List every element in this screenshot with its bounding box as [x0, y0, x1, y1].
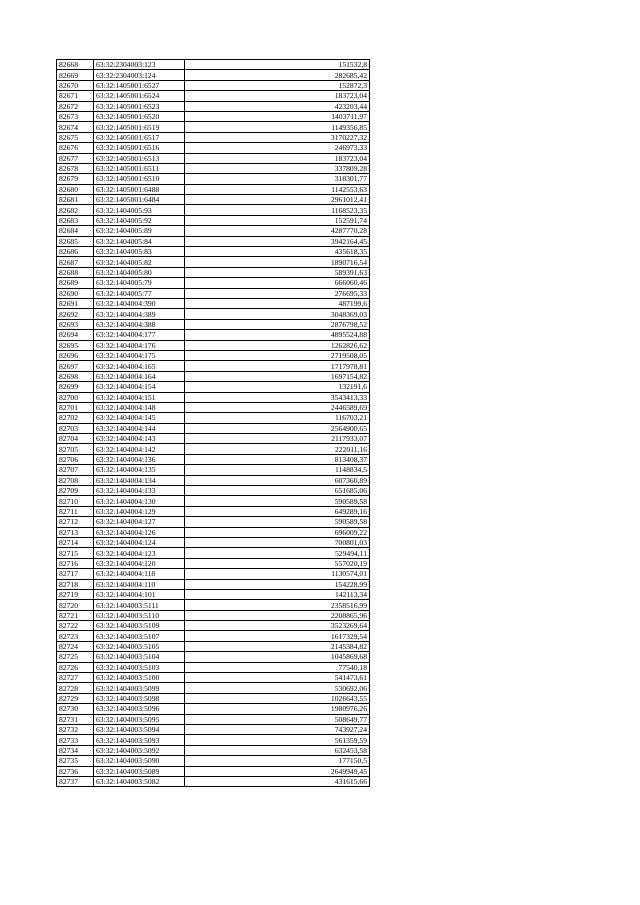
row-number-cell: 82727	[57, 673, 94, 683]
cadastral-value-cell: 3543413,33	[185, 392, 370, 402]
cadastral-number-cell: 63:32:1404004:151	[94, 392, 185, 402]
cadastral-value-cell: 3170227,32	[185, 132, 370, 142]
table-row	[57, 454, 370, 464]
row-number-cell: 82678	[57, 163, 94, 173]
row-number-cell: 82722	[57, 621, 94, 631]
cadastral-number-cell: 63:32:1404004:130	[94, 496, 185, 506]
cadastral-value-cell: 3048369,03	[185, 309, 370, 319]
row-number-cell: 82707	[57, 465, 94, 475]
row-number-cell: 82725	[57, 652, 94, 662]
cadastral-value-cell: 2961012,41	[185, 195, 370, 205]
cadastral-value-cell: 1168523,35	[185, 205, 370, 215]
cadastral-value-cell: 337809,28	[185, 163, 370, 173]
table-row	[57, 683, 370, 693]
table-row	[57, 589, 370, 599]
row-number-cell: 82679	[57, 174, 94, 184]
cadastral-value-table	[56, 59, 370, 787]
cadastral-number-cell: 63:32:1404004:126	[94, 527, 185, 537]
row-number-cell: 82708	[57, 475, 94, 485]
row-number-cell: 82701	[57, 402, 94, 412]
cadastral-number-cell: 63:32:1404005:82	[94, 257, 185, 267]
row-number-cell: 82680	[57, 184, 94, 194]
cadastral-number-cell: 63:32:1404003:5092	[94, 745, 185, 755]
cadastral-number-cell: 63:32:2304003:123	[94, 60, 185, 70]
cadastral-number-cell: 63:32:1404004:133	[94, 486, 185, 496]
cadastral-number-cell: 63:32:1404003:5100	[94, 673, 185, 683]
table-row	[57, 195, 370, 205]
cadastral-number-cell: 63:32:1404004:165	[94, 361, 185, 371]
table-row	[57, 434, 370, 444]
cadastral-number-cell: 63:32:1404003:5093	[94, 735, 185, 745]
table-row	[57, 132, 370, 142]
cadastral-number-cell: 63:32:1404004:129	[94, 506, 185, 516]
cadastral-value-cell: 142113,34	[185, 589, 370, 599]
row-number-cell: 82699	[57, 382, 94, 392]
row-number-cell: 82671	[57, 91, 94, 101]
cadastral-number-cell: 63:32:1404004:144	[94, 423, 185, 433]
cadastral-value-cell: 2145384,82	[185, 641, 370, 651]
row-number-cell: 82733	[57, 735, 94, 745]
table-row	[57, 776, 370, 786]
row-number-cell: 82703	[57, 423, 94, 433]
cadastral-value-cell: 1717978,81	[185, 361, 370, 371]
table-row	[57, 205, 370, 215]
row-number-cell: 82736	[57, 766, 94, 776]
row-number-cell: 82734	[57, 745, 94, 755]
table-row	[57, 215, 370, 225]
cadastral-value-cell: 700801,03	[185, 537, 370, 547]
cadastral-number-cell: 63:32:1405001:6520	[94, 111, 185, 121]
cadastral-number-cell: 63:32:1404003:5104	[94, 652, 185, 662]
table-row	[57, 548, 370, 558]
table-row	[57, 631, 370, 641]
table-row	[57, 267, 370, 277]
row-number-cell: 82705	[57, 444, 94, 454]
table-row	[57, 444, 370, 454]
row-number-cell: 82684	[57, 226, 94, 236]
row-number-cell: 82668	[57, 60, 94, 70]
cadastral-number-cell: 63:32:2304003:124	[94, 70, 185, 80]
cadastral-number-cell: 63:32:1405001:6511	[94, 163, 185, 173]
row-number-cell: 82711	[57, 506, 94, 516]
cadastral-number-cell: 63:32:1404004:142	[94, 444, 185, 454]
row-number-cell: 82709	[57, 486, 94, 496]
row-number-cell: 82732	[57, 725, 94, 735]
cadastral-number-cell: 63:32:1404004:176	[94, 340, 185, 350]
table-row	[57, 714, 370, 724]
cadastral-value-cell: 246973,33	[185, 143, 370, 153]
row-number-cell: 82675	[57, 132, 94, 142]
row-number-cell: 82700	[57, 392, 94, 402]
row-number-cell: 82737	[57, 776, 94, 786]
cadastral-value-cell: 530692,06	[185, 683, 370, 693]
cadastral-value-cell: 2208865,96	[185, 610, 370, 620]
cadastral-number-cell: 63:32:1404003:5096	[94, 704, 185, 714]
cadastral-number-cell: 63:32:1404004:118	[94, 569, 185, 579]
row-number-cell: 82716	[57, 558, 94, 568]
cadastral-value-cell: 423203,44	[185, 101, 370, 111]
cadastral-value-cell: 282685,42	[185, 70, 370, 80]
table-row	[57, 693, 370, 703]
cadastral-number-cell: 63:32:1404005:79	[94, 278, 185, 288]
cadastral-value-cell: 561359,59	[185, 735, 370, 745]
cadastral-value-cell: 116703,21	[185, 413, 370, 423]
cadastral-value-cell: 183723,04	[185, 153, 370, 163]
row-number-cell: 82697	[57, 361, 94, 371]
row-number-cell: 82713	[57, 527, 94, 537]
row-number-cell: 82689	[57, 278, 94, 288]
table-row	[57, 735, 370, 745]
table-row	[57, 340, 370, 350]
table-row	[57, 475, 370, 485]
table-row	[57, 226, 370, 236]
table-row	[57, 288, 370, 298]
cadastral-number-cell: 63:32:1404003:5110	[94, 610, 185, 620]
cadastral-value-cell: 1697154,82	[185, 371, 370, 381]
table-row	[57, 641, 370, 651]
cadastral-number-cell: 63:32:1404004:390	[94, 298, 185, 308]
cadastral-number-cell: 63:32:1405001:6516	[94, 143, 185, 153]
row-number-cell: 82696	[57, 350, 94, 360]
cadastral-number-cell: 63:32:1404004:127	[94, 517, 185, 527]
row-number-cell: 82698	[57, 371, 94, 381]
table-row	[57, 80, 370, 90]
cadastral-number-cell: 63:32:1404003:5098	[94, 693, 185, 703]
table-row	[57, 153, 370, 163]
table-row	[57, 91, 370, 101]
row-number-cell: 82717	[57, 569, 94, 579]
cadastral-number-cell: 63:32:1404004:110	[94, 579, 185, 589]
table-row	[57, 111, 370, 121]
cadastral-number-cell: 63:32:1404003:5105	[94, 641, 185, 651]
cadastral-number-cell: 63:32:1404005:77	[94, 288, 185, 298]
row-number-cell: 82718	[57, 579, 94, 589]
row-number-cell: 82710	[57, 496, 94, 506]
cadastral-number-cell: 63:32:1404005:93	[94, 205, 185, 215]
cadastral-value-cell: 4287770,28	[185, 226, 370, 236]
table-row	[57, 122, 370, 132]
cadastral-value-cell: 508649,77	[185, 714, 370, 724]
cadastral-number-cell: 63:32:1404003:5103	[94, 662, 185, 672]
cadastral-number-cell: 63:32:1404003:5107	[94, 631, 185, 641]
table-row	[57, 745, 370, 755]
cadastral-value-cell: 651685,06	[185, 486, 370, 496]
table-row	[57, 350, 370, 360]
cadastral-value-cell: 154228,99	[185, 579, 370, 589]
table-row	[57, 704, 370, 714]
cadastral-value-cell: 2564900,65	[185, 423, 370, 433]
cadastral-number-cell: 63:32:1405001:6517	[94, 132, 185, 142]
row-number-cell: 82695	[57, 340, 94, 350]
cadastral-number-cell: 63:32:1405001:6519	[94, 122, 185, 132]
row-number-cell: 82724	[57, 641, 94, 651]
cadastral-number-cell: 63:32:1404004:120	[94, 558, 185, 568]
cadastral-value-cell: 632453,58	[185, 745, 370, 755]
row-number-cell: 82704	[57, 434, 94, 444]
table-row	[57, 579, 370, 589]
cadastral-value-cell: 177150,5	[185, 756, 370, 766]
table-row	[57, 298, 370, 308]
table-row	[57, 361, 370, 371]
row-number-cell: 82692	[57, 309, 94, 319]
table-row	[57, 174, 370, 184]
cadastral-value-cell: 743927,24	[185, 725, 370, 735]
cadastral-value-cell: 666060,46	[185, 278, 370, 288]
row-number-cell: 82674	[57, 122, 94, 132]
cadastral-value-cell: 1142553,63	[185, 184, 370, 194]
row-number-cell: 82731	[57, 714, 94, 724]
cadastral-number-cell: 63:32:1404004:164	[94, 371, 185, 381]
cadastral-number-cell: 63:32:1404004:123	[94, 548, 185, 558]
cadastral-value-cell: 2719508,05	[185, 350, 370, 360]
cadastral-value-cell: 696009,22	[185, 527, 370, 537]
table-row	[57, 413, 370, 423]
cadastral-value-cell: 541473,61	[185, 673, 370, 683]
cadastral-value-cell: 1403711,97	[185, 111, 370, 121]
row-number-cell: 82681	[57, 195, 94, 205]
cadastral-value-cell: 1149356,85	[185, 122, 370, 132]
cadastral-value-cell: 649289,16	[185, 506, 370, 516]
cadastral-number-cell: 63:32:1404004:136	[94, 454, 185, 464]
table-row	[57, 496, 370, 506]
table-row	[57, 756, 370, 766]
table-row	[57, 247, 370, 257]
cadastral-number-cell: 63:32:1404003:5111	[94, 600, 185, 610]
row-number-cell: 82687	[57, 257, 94, 267]
cadastral-value-cell: 1045869,68	[185, 652, 370, 662]
row-number-cell: 82683	[57, 215, 94, 225]
row-number-cell: 82714	[57, 537, 94, 547]
table-row	[57, 766, 370, 776]
table-row	[57, 382, 370, 392]
table-row	[57, 257, 370, 267]
table-row	[57, 309, 370, 319]
cadastral-number-cell: 63:32:1404003:5082	[94, 776, 185, 786]
cadastral-number-cell: 63:32:1404003:5090	[94, 756, 185, 766]
table-row	[57, 392, 370, 402]
cadastral-value-cell: 589391,63	[185, 267, 370, 277]
table-row	[57, 465, 370, 475]
cadastral-value-cell: 590589,58	[185, 517, 370, 527]
row-number-cell: 82688	[57, 267, 94, 277]
cadastral-value-cell: 2446589,69	[185, 402, 370, 412]
table-row	[57, 330, 370, 340]
table-row	[57, 143, 370, 153]
row-number-cell: 82720	[57, 600, 94, 610]
table-row	[57, 506, 370, 516]
table-row	[57, 319, 370, 329]
row-number-cell: 82669	[57, 70, 94, 80]
table-row	[57, 537, 370, 547]
row-number-cell: 82706	[57, 454, 94, 464]
cadastral-value-cell: 318301,77	[185, 174, 370, 184]
table-body	[57, 60, 370, 787]
cadastral-value-cell: 2358516,99	[185, 600, 370, 610]
row-number-cell: 82677	[57, 153, 94, 163]
cadastral-number-cell: 63:32:1404004:145	[94, 413, 185, 423]
row-number-cell: 82702	[57, 413, 94, 423]
cadastral-number-cell: 63:32:1404003:5099	[94, 683, 185, 693]
cadastral-number-cell: 63:32:1404003:5094	[94, 725, 185, 735]
row-number-cell: 82728	[57, 683, 94, 693]
row-number-cell: 82735	[57, 756, 94, 766]
cadastral-value-cell: 222011,16	[185, 444, 370, 454]
row-number-cell: 82672	[57, 101, 94, 111]
cadastral-value-cell: 1617329,54	[185, 631, 370, 641]
cadastral-value-cell: 276695,33	[185, 288, 370, 298]
cadastral-value-cell: 2117933,07	[185, 434, 370, 444]
cadastral-number-cell: 63:32:1404004:134	[94, 475, 185, 485]
cadastral-value-cell: 152591,74	[185, 215, 370, 225]
cadastral-value-cell: 529494,11	[185, 548, 370, 558]
cadastral-value-cell: 1890716,54	[185, 257, 370, 267]
table-row	[57, 486, 370, 496]
row-number-cell: 82685	[57, 236, 94, 246]
cadastral-number-cell: 63:32:1405001:6524	[94, 91, 185, 101]
table-row	[57, 662, 370, 672]
cadastral-number-cell: 63:32:1404004:154	[94, 382, 185, 392]
table-row	[57, 610, 370, 620]
cadastral-value-cell: 590589,58	[185, 496, 370, 506]
cadastral-number-cell: 63:32:1404004:143	[94, 434, 185, 444]
row-number-cell: 82729	[57, 693, 94, 703]
cadastral-number-cell: 63:32:1404004:175	[94, 350, 185, 360]
table-row	[57, 569, 370, 579]
table-row	[57, 600, 370, 610]
cadastral-number-cell: 63:32:1404004:101	[94, 589, 185, 599]
cadastral-value-cell: 813408,37	[185, 454, 370, 464]
table-row	[57, 527, 370, 537]
cadastral-value-cell: 3523269,64	[185, 621, 370, 631]
table-row	[57, 621, 370, 631]
cadastral-value-cell: 1980976,26	[185, 704, 370, 714]
cadastral-value-cell: 77540,18	[185, 662, 370, 672]
row-number-cell: 82719	[57, 589, 94, 599]
cadastral-number-cell: 63:32:1404005:92	[94, 215, 185, 225]
cadastral-number-cell: 63:32:1405001:6488	[94, 184, 185, 194]
cadastral-number-cell: 63:32:1404004:135	[94, 465, 185, 475]
table-row	[57, 60, 370, 70]
table-row	[57, 70, 370, 80]
table-row	[57, 558, 370, 568]
row-number-cell: 82693	[57, 319, 94, 329]
cadastral-number-cell: 63:32:1404004:148	[94, 402, 185, 412]
cadastral-number-cell: 63:32:1404004:124	[94, 537, 185, 547]
cadastral-number-cell: 63:32:1405001:6527	[94, 80, 185, 90]
cadastral-value-cell: 2649949,45	[185, 766, 370, 776]
cadastral-value-cell: 3942164,45	[185, 236, 370, 246]
cadastral-value-cell: 1026643,55	[185, 693, 370, 703]
cadastral-number-cell: 63:32:1404004:388	[94, 319, 185, 329]
cadastral-number-cell: 63:32:1405001:6523	[94, 101, 185, 111]
table-row	[57, 673, 370, 683]
row-number-cell: 82686	[57, 247, 94, 257]
cadastral-number-cell: 63:32:1404005:80	[94, 267, 185, 277]
cadastral-number-cell: 63:32:1404005:84	[94, 236, 185, 246]
cadastral-value-cell: 2876798,52	[185, 319, 370, 329]
table-row	[57, 278, 370, 288]
cadastral-value-cell: 132191,6	[185, 382, 370, 392]
cadastral-value-cell: 487199,6	[185, 298, 370, 308]
cadastral-number-cell: 63:32:1404004:177	[94, 330, 185, 340]
row-number-cell: 82723	[57, 631, 94, 641]
cadastral-value-cell: 4895524,88	[185, 330, 370, 340]
row-number-cell: 82726	[57, 662, 94, 672]
row-number-cell: 82673	[57, 111, 94, 121]
cadastral-value-cell: 152872,3	[185, 80, 370, 90]
cadastral-number-cell: 63:32:1404003:5109	[94, 621, 185, 631]
cadastral-value-cell: 183723,04	[185, 91, 370, 101]
table-row	[57, 423, 370, 433]
row-number-cell: 82682	[57, 205, 94, 215]
cadastral-value-cell: 435618,35	[185, 247, 370, 257]
cadastral-number-cell: 63:32:1405001:6484	[94, 195, 185, 205]
row-number-cell: 82670	[57, 80, 94, 90]
row-number-cell: 82721	[57, 610, 94, 620]
table-row	[57, 236, 370, 246]
table-row	[57, 517, 370, 527]
table-row	[57, 101, 370, 111]
cadastral-number-cell: 63:32:1404004:389	[94, 309, 185, 319]
cadastral-number-cell: 63:32:1404003:5095	[94, 714, 185, 724]
cadastral-number-cell: 63:32:1405001:6513	[94, 153, 185, 163]
cadastral-value-cell: 1130574,01	[185, 569, 370, 579]
row-number-cell: 82691	[57, 298, 94, 308]
cadastral-number-cell: 63:32:1404003:5089	[94, 766, 185, 776]
cadastral-number-cell: 63:32:1405001:6510	[94, 174, 185, 184]
table-row	[57, 725, 370, 735]
table-row	[57, 371, 370, 381]
table-row	[57, 652, 370, 662]
cadastral-value-cell: 151532,8	[185, 60, 370, 70]
cadastral-number-cell: 63:32:1404005:83	[94, 247, 185, 257]
cadastral-value-cell: 607360,89	[185, 475, 370, 485]
cadastral-number-cell: 63:32:1404005:89	[94, 226, 185, 236]
cadastral-value-cell: 557020,19	[185, 558, 370, 568]
row-number-cell: 82712	[57, 517, 94, 527]
row-number-cell: 82694	[57, 330, 94, 340]
row-number-cell: 82730	[57, 704, 94, 714]
table-row	[57, 402, 370, 412]
cadastral-value-cell: 1148834,5	[185, 465, 370, 475]
row-number-cell: 82676	[57, 143, 94, 153]
row-number-cell: 82690	[57, 288, 94, 298]
table-row	[57, 184, 370, 194]
table-row	[57, 163, 370, 173]
cadastral-value-cell: 1262826,62	[185, 340, 370, 350]
row-number-cell: 82715	[57, 548, 94, 558]
cadastral-value-cell: 431615,66	[185, 776, 370, 786]
